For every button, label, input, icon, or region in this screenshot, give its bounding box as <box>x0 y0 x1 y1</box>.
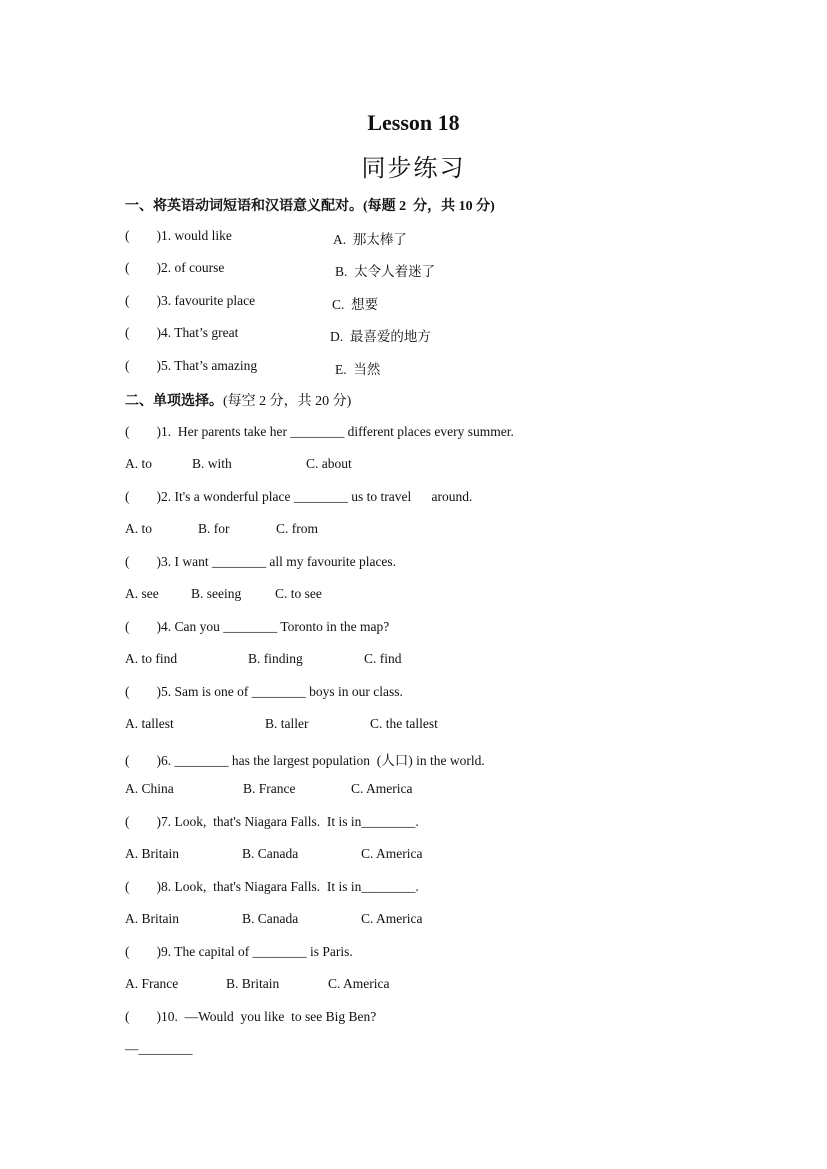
s2-q5-option-b: B. taller <box>265 716 309 731</box>
s2-question-3: ( )3. I want ________ all my favourite places. <box>125 554 397 569</box>
s2-q7-option-b: B. Canada <box>242 846 299 861</box>
s2-question-7: ( )7. Look, that's Niagara Falls. It is in________. <box>125 814 419 829</box>
s2-q4-option-a: A. to find <box>125 651 178 666</box>
s2-q9-option-a: A. France <box>125 976 179 991</box>
s2-q2-option-c: C. from <box>276 521 318 536</box>
s2-q9-option-b: B. Britain <box>226 976 280 991</box>
s2-question-4: ( )4. Can you ________ Toronto in the map? <box>125 619 390 634</box>
s2-question-8: ( )8. Look, that's Niagara Falls. It is in________. <box>125 879 419 894</box>
s2-question-2: ( )2. It's a wonderful place ________ us to travel around. <box>125 489 473 504</box>
s2-question-6: ( )6. ________ has the largest population (人口) in the world. <box>125 753 485 768</box>
s1-option-5: E. 当然 <box>335 362 381 377</box>
s2-q4-option-c: C. find <box>364 651 402 666</box>
s2-q5-option-a: A. tallest <box>125 716 174 731</box>
page-title: Lesson 18 <box>367 110 460 135</box>
s1-option-4: D. 最喜爱的地方 <box>330 329 431 344</box>
s2-question-10-answer: —________ <box>125 1041 193 1056</box>
s1-option-1: A. 那太棒了 <box>333 232 407 247</box>
s1-option-3: C. 想要 <box>332 297 379 312</box>
s2-q2-option-b: B. for <box>198 521 230 536</box>
s2-q8-option-a: A. Britain <box>125 911 179 926</box>
s2-q7-option-c: C. America <box>361 846 423 861</box>
section2-heading <box>125 390 351 410</box>
s1-item-2: ( )2. of course <box>125 260 225 275</box>
s2-q6-option-a: A. China <box>125 781 174 796</box>
s1-item-1: ( )1. would like <box>125 228 232 243</box>
s1-item-3: ( )3. favourite place <box>125 293 256 308</box>
s2-q3-option-a: A. see <box>125 586 159 601</box>
s2-question-5: ( )5. Sam is one of ________ boys in our class. <box>125 684 403 699</box>
s2-q6-option-b: B. France <box>243 781 296 796</box>
s1-item-4: ( )4. That’s great <box>125 325 239 340</box>
s2-q6-option-c: C. America <box>351 781 413 796</box>
s2-q2-option-a: A. to <box>125 521 152 536</box>
s2-q8-option-c: C. America <box>361 911 423 926</box>
s2-question-1: ( )1. Her parents take her ________ different places every summer. <box>125 424 514 439</box>
s2-q1-option-b: B. with <box>192 456 232 471</box>
s2-q8-option-b: B. Canada <box>242 911 299 926</box>
s2-q1-option-c: C. about <box>306 456 352 471</box>
section1-heading: 一、将英语动词短语和汉语意义配对。(每题 2 分，共 10 分) <box>125 199 495 214</box>
s2-q3-option-b: B. seeing <box>191 586 242 601</box>
s2-q3-option-c: C. to see <box>275 586 322 601</box>
s1-option-2: B. 太令人着迷了 <box>335 264 436 279</box>
s2-q9-option-c: C. America <box>328 976 390 991</box>
section2-heading-bold: 二、单项选择。 <box>125 394 223 409</box>
s2-q7-option-a: A. Britain <box>125 846 179 861</box>
s1-item-5: ( )5. That’s amazing <box>125 358 258 373</box>
s2-q5-option-c: C. the tallest <box>370 716 438 731</box>
s2-q1-option-a: A. to <box>125 456 152 471</box>
s2-q4-option-b: B. finding <box>248 651 303 666</box>
section2-heading-rest: (每空 2 分，共 20 分) <box>223 394 352 409</box>
s2-question-9: ( )9. The capital of ________ is Paris. <box>125 944 353 959</box>
page-subtitle: 同步练习 <box>361 156 466 182</box>
s2-question-10: ( )10. —Would you like to see Big Ben? <box>125 1009 377 1024</box>
